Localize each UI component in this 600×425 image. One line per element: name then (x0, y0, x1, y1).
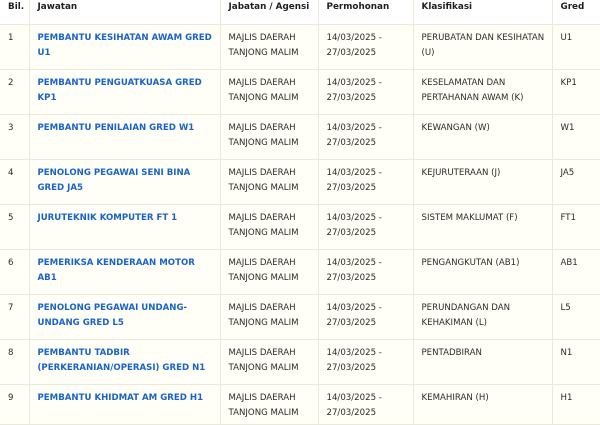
agency-line-1: MAJLIS DAERAH (228, 33, 296, 43)
jawatan-cell (29, 205, 220, 250)
table-row (0, 205, 600, 250)
classification: PENGANGKUTAN (AB1) (421, 258, 520, 268)
bil-cell (0, 295, 29, 340)
agency-line-1: MAJLIS DAERAH (228, 213, 296, 223)
application-start: 14/03/2025 - (326, 393, 382, 403)
application-start: 14/03/2025 - (326, 258, 382, 268)
bil-cell (0, 115, 29, 160)
application-end: 27/03/2025 (326, 318, 377, 328)
table-row (0, 70, 600, 115)
permohonan-cell (318, 25, 413, 70)
agency-line-2: TANJONG MALIM (228, 408, 299, 418)
classification: PERUBATAN DAN KESIHATAN (U) (421, 33, 545, 58)
gred-cell (552, 70, 600, 115)
row-number: 8 (8, 348, 14, 358)
classification: SISTEM MAKLUMAT (F) (421, 213, 518, 223)
agency-line-2: TANJONG MALIM (228, 48, 299, 58)
application-start: 14/03/2025 - (326, 123, 382, 133)
grade: AB1 (560, 258, 578, 268)
row-number: 5 (8, 213, 14, 223)
jawatan-cell (29, 295, 220, 340)
table-row (0, 115, 600, 160)
klasifikasi-cell (413, 250, 552, 295)
header-jabatan: Jabatan / Agensi (220, 0, 318, 25)
application-end: 27/03/2025 (326, 93, 377, 103)
row-number: 7 (8, 303, 14, 313)
job-title-link[interactable]: PEMERIKSA KENDERAAN MOTOR AB1 (37, 258, 195, 283)
table-body (0, 25, 600, 425)
application-start: 14/03/2025 - (326, 303, 382, 313)
header-jawatan: Jawatan (29, 0, 220, 25)
klasifikasi-cell (413, 340, 552, 385)
gred-cell (552, 205, 600, 250)
job-title-link[interactable]: PEMBANTU KESIHATAN AWAM GRED U1 (37, 33, 212, 58)
agency-line-1: MAJLIS DAERAH (228, 123, 296, 133)
row-number: 1 (8, 33, 14, 43)
agency-line-2: TANJONG MALIM (228, 138, 299, 148)
application-start: 14/03/2025 - (326, 213, 382, 223)
job-title-link[interactable]: PEMBANTU PENILAIAN GRED W1 (37, 123, 195, 133)
gred-cell (552, 115, 600, 160)
jabatan-cell (220, 25, 318, 70)
table-header (0, 0, 600, 25)
jawatan-cell (29, 115, 220, 160)
agency-line-1: MAJLIS DAERAH (228, 348, 296, 358)
klasifikasi-cell (413, 25, 552, 70)
application-start: 14/03/2025 - (326, 78, 382, 88)
classification: KESELAMATAN DAN PERTAHANAN AWAM (K) (421, 78, 524, 103)
row-number: 6 (8, 258, 14, 268)
permohonan-cell (318, 250, 413, 295)
permohonan-cell (318, 340, 413, 385)
grade: JA5 (560, 168, 575, 178)
jawatan-cell (29, 25, 220, 70)
header-bil: Bil. (0, 0, 29, 25)
table-row (0, 340, 600, 385)
agency-line-1: MAJLIS DAERAH (228, 303, 296, 313)
agency-line-2: TANJONG MALIM (228, 273, 299, 283)
application-end: 27/03/2025 (326, 363, 377, 373)
job-title-link[interactable]: PEMBANTU KHIDMAT AM GRED H1 (37, 393, 204, 403)
bil-cell (0, 340, 29, 385)
job-title-link[interactable]: PENOLONG PEGAWAI SENI BINA GRED JA5 (37, 168, 191, 193)
table-row (0, 160, 600, 205)
gred-cell (552, 295, 600, 340)
job-title-link[interactable]: JURUTEKNIK KOMPUTER FT 1 (37, 213, 178, 223)
bil-cell (0, 205, 29, 250)
grade: H1 (560, 393, 573, 403)
bil-cell (0, 250, 29, 295)
agency-line-1: MAJLIS DAERAH (228, 78, 296, 88)
permohonan-cell (318, 205, 413, 250)
classification: KEJURUTERAAN (J) (421, 168, 501, 178)
job-title-link[interactable]: PEMBANTU TADBIR (PERKERANIAN/OPERASI) GRED N1 (37, 348, 206, 373)
bil-cell (0, 70, 29, 115)
jabatan-cell (220, 295, 318, 340)
gred-cell (552, 340, 600, 385)
application-start: 14/03/2025 - (326, 33, 382, 43)
classification: PERUNDANGAN DAN KEHAKIMAN (L) (421, 303, 511, 328)
classification: PENTADBIRAN (421, 348, 482, 358)
classification: KEMAHIRAN (H) (421, 393, 489, 403)
job-title-link[interactable]: PEMBANTU PENGUATKUASA GRED KP1 (37, 78, 202, 103)
agency-line-1: MAJLIS DAERAH (228, 168, 296, 178)
permohonan-cell (318, 115, 413, 160)
row-number: 9 (8, 393, 14, 403)
gred-cell (552, 250, 600, 295)
application-end: 27/03/2025 (326, 408, 377, 418)
gred-cell (552, 25, 600, 70)
row-number: 4 (8, 168, 14, 178)
application-end: 27/03/2025 (326, 183, 377, 193)
jawatan-cell (29, 70, 220, 115)
jabatan-cell (220, 205, 318, 250)
agency-line-2: TANJONG MALIM (228, 363, 299, 373)
permohonan-cell (318, 385, 413, 425)
grade: U1 (560, 33, 573, 43)
gred-cell (552, 160, 600, 205)
classification: KEWANGAN (W) (421, 123, 490, 133)
header-gred: Gred (552, 0, 600, 25)
job-title-link[interactable]: PENOLONG PEGAWAI UNDANG-UNDANG GRED L5 (37, 303, 188, 328)
grade: W1 (560, 123, 575, 133)
jabatan-cell (220, 115, 318, 160)
jabatan-cell (220, 340, 318, 385)
application-start: 14/03/2025 - (326, 348, 382, 358)
application-end: 27/03/2025 (326, 138, 377, 148)
jabatan-cell (220, 70, 318, 115)
jabatan-cell (220, 250, 318, 295)
permohonan-cell (318, 295, 413, 340)
table-row (0, 25, 600, 70)
klasifikasi-cell (413, 385, 552, 425)
agency-line-2: TANJONG MALIM (228, 183, 299, 193)
grade: FT1 (560, 213, 577, 223)
grade: N1 (560, 348, 573, 358)
klasifikasi-cell (413, 295, 552, 340)
header-permohonan: Permohonan (318, 0, 413, 25)
jabatan-cell (220, 160, 318, 205)
row-number: 2 (8, 78, 14, 88)
bil-cell (0, 25, 29, 70)
jawatan-cell (29, 340, 220, 385)
header-klasifikasi: Klasifikasi (413, 0, 552, 25)
jawatan-cell (29, 160, 220, 205)
table-row (0, 250, 600, 295)
grade: KP1 (560, 78, 577, 88)
agency-line-2: TANJONG MALIM (228, 228, 299, 238)
bil-cell (0, 160, 29, 205)
gred-cell (552, 385, 600, 425)
jawatan-cell (29, 385, 220, 425)
row-number: 3 (8, 123, 14, 133)
klasifikasi-cell (413, 115, 552, 160)
application-end: 27/03/2025 (326, 48, 377, 58)
header-row (0, 0, 600, 25)
jawatan-cell (29, 250, 220, 295)
klasifikasi-cell (413, 70, 552, 115)
application-end: 27/03/2025 (326, 273, 377, 283)
permohonan-cell (318, 160, 413, 205)
application-end: 27/03/2025 (326, 228, 377, 238)
jabatan-cell (220, 385, 318, 425)
agency-line-2: TANJONG MALIM (228, 93, 299, 103)
application-start: 14/03/2025 - (326, 168, 382, 178)
klasifikasi-cell (413, 160, 552, 205)
table-row (0, 385, 600, 425)
agency-line-1: MAJLIS DAERAH (228, 393, 296, 403)
agency-line-1: MAJLIS DAERAH (228, 258, 296, 268)
table-row (0, 295, 600, 340)
agency-line-2: TANJONG MALIM (228, 318, 299, 328)
klasifikasi-cell (413, 205, 552, 250)
bil-cell (0, 385, 29, 425)
permohonan-cell (318, 70, 413, 115)
grade: L5 (560, 303, 571, 313)
